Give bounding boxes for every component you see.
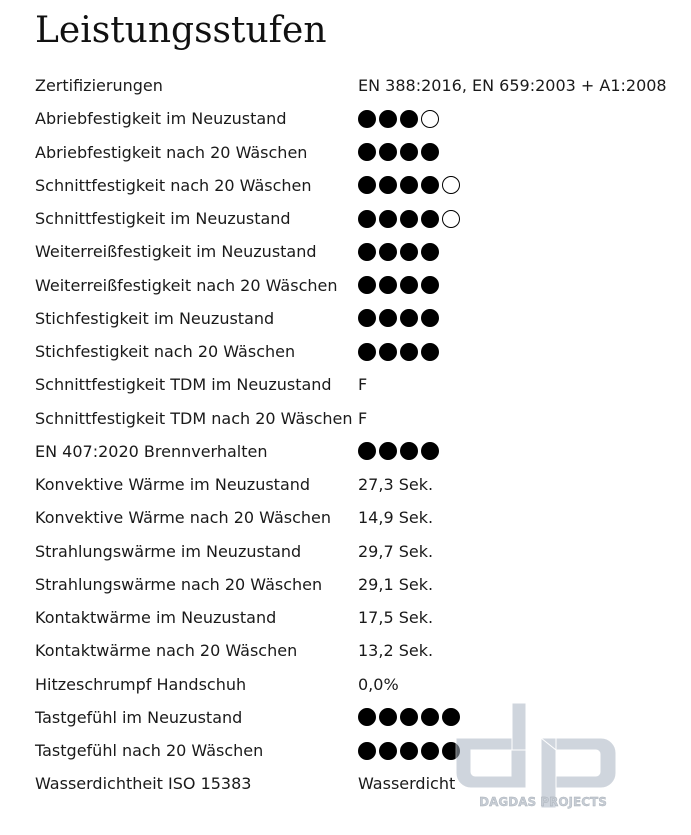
filled-dot-icon	[400, 442, 418, 460]
table-row	[35, 568, 675, 601]
page-title: Leistungsstufen	[35, 10, 327, 51]
rating-dots	[358, 243, 439, 261]
filled-dot-icon	[400, 343, 418, 361]
filled-dot-icon	[358, 343, 376, 361]
filled-dot-icon	[421, 210, 439, 228]
filled-dot-icon	[400, 708, 418, 726]
filled-dot-icon	[379, 708, 397, 726]
row-value: 27,3 Sek.	[358, 475, 434, 495]
row-value: 29,1 Sek.	[358, 574, 434, 594]
filled-dot-icon	[400, 276, 418, 294]
filled-dot-icon	[400, 210, 418, 228]
filled-dot-icon	[358, 143, 376, 161]
table-row	[35, 468, 675, 501]
filled-dot-icon	[400, 309, 418, 327]
rating-dots	[358, 210, 460, 228]
table-row	[35, 368, 675, 401]
table-row	[35, 634, 675, 667]
filled-dot-icon	[379, 110, 397, 128]
filled-dot-icon	[421, 276, 439, 294]
filled-dot-icon	[358, 110, 376, 128]
filled-dot-icon	[421, 343, 439, 361]
filled-dot-icon	[379, 309, 397, 327]
row-label: Strahlungswärme nach 20 Wäschen	[35, 574, 323, 594]
filled-dot-icon	[379, 442, 397, 460]
filled-dot-icon	[421, 143, 439, 161]
filled-dot-icon	[358, 210, 376, 228]
rating-dots	[358, 442, 439, 460]
table-row	[35, 136, 675, 169]
filled-dot-icon	[400, 110, 418, 128]
watermark-text: DAGDAS PROJECTS	[479, 795, 607, 809]
filled-dot-icon	[400, 742, 418, 760]
filled-dot-icon	[379, 742, 397, 760]
row-label: Tastgefühl im Neuzustand	[35, 707, 243, 727]
filled-dot-icon	[421, 442, 439, 460]
row-label: EN 407:2020 Brennverhalten	[35, 441, 268, 461]
row-value: 0,0%	[358, 674, 399, 694]
rating-dots	[358, 343, 439, 361]
row-label: Abriebfestigkeit nach 20 Wäschen	[35, 142, 308, 162]
filled-dot-icon	[379, 143, 397, 161]
table-row	[35, 235, 675, 268]
filled-dot-icon	[358, 309, 376, 327]
empty-dot-icon	[421, 110, 439, 128]
row-value: 14,9 Sek.	[358, 508, 434, 528]
filled-dot-icon	[379, 210, 397, 228]
row-label: Konvektive Wärme im Neuzustand	[35, 475, 311, 495]
row-label: Kontaktwärme nach 20 Wäschen	[35, 641, 298, 661]
table-row	[35, 169, 675, 202]
table-row	[35, 302, 675, 335]
table-row	[35, 435, 675, 468]
row-value: 13,2 Sek.	[358, 641, 434, 661]
row-label: Abriebfestigkeit im Neuzustand	[35, 109, 287, 129]
table-row	[35, 501, 675, 534]
row-label: Kontaktwärme im Neuzustand	[35, 608, 277, 628]
row-label: Hitzeschrumpf Handschuh	[35, 674, 247, 694]
row-value: EN 388:2016, EN 659:2003 + A1:2008	[358, 76, 667, 96]
performance-levels-table	[35, 69, 675, 801]
table-row	[35, 668, 675, 701]
empty-dot-icon	[442, 176, 460, 194]
row-value: F	[358, 408, 368, 428]
row-value: 29,7 Sek.	[358, 541, 434, 561]
row-label: Schnittfestigkeit TDM nach 20 Wäschen	[35, 408, 353, 428]
filled-dot-icon	[400, 243, 418, 261]
filled-dot-icon	[358, 708, 376, 726]
row-label: Strahlungswärme im Neuzustand	[35, 541, 302, 561]
filled-dot-icon	[379, 243, 397, 261]
row-label: Konvektive Wärme nach 20 Wäschen	[35, 508, 332, 528]
filled-dot-icon	[358, 243, 376, 261]
row-label: Tastgefühl nach 20 Wäschen	[35, 741, 264, 761]
rating-dots	[358, 110, 439, 128]
row-label: Weiterreißfestigkeit im Neuzustand	[35, 242, 317, 262]
rating-dots	[358, 176, 460, 194]
filled-dot-icon	[400, 143, 418, 161]
filled-dot-icon	[358, 442, 376, 460]
table-row	[35, 335, 675, 368]
rating-dots	[358, 276, 439, 294]
filled-dot-icon	[379, 176, 397, 194]
table-row	[35, 202, 675, 235]
rating-dots	[358, 143, 439, 161]
empty-dot-icon	[442, 210, 460, 228]
filled-dot-icon	[379, 276, 397, 294]
rating-dots	[358, 309, 439, 327]
row-value: Wasserdicht	[358, 774, 456, 794]
row-label: Schnittfestigkeit nach 20 Wäschen	[35, 175, 312, 195]
table-row	[35, 69, 675, 102]
filled-dot-icon	[379, 343, 397, 361]
row-label: Schnittfestigkeit TDM im Neuzustand	[35, 375, 332, 395]
row-value: 17,5 Sek.	[358, 608, 434, 628]
table-row	[35, 402, 675, 435]
dagdas-projects-logo	[436, 698, 651, 813]
filled-dot-icon	[400, 176, 418, 194]
table-row	[35, 601, 675, 634]
filled-dot-icon	[358, 276, 376, 294]
filled-dot-icon	[358, 742, 376, 760]
table-row	[35, 535, 675, 568]
filled-dot-icon	[421, 243, 439, 261]
filled-dot-icon	[358, 176, 376, 194]
row-label: Wasserdichtheit ISO 15383	[35, 774, 252, 794]
row-label: Zertifizierungen	[35, 76, 163, 96]
row-label: Stichfestigkeit nach 20 Wäschen	[35, 342, 296, 362]
table-row	[35, 102, 675, 135]
row-label: Weiterreißfestigkeit nach 20 Wäschen	[35, 275, 338, 295]
row-label: Stichfestigkeit im Neuzustand	[35, 308, 275, 328]
table-row	[35, 269, 675, 302]
filled-dot-icon	[421, 309, 439, 327]
row-label: Schnittfestigkeit im Neuzustand	[35, 209, 291, 229]
row-value: F	[358, 375, 368, 395]
filled-dot-icon	[421, 176, 439, 194]
